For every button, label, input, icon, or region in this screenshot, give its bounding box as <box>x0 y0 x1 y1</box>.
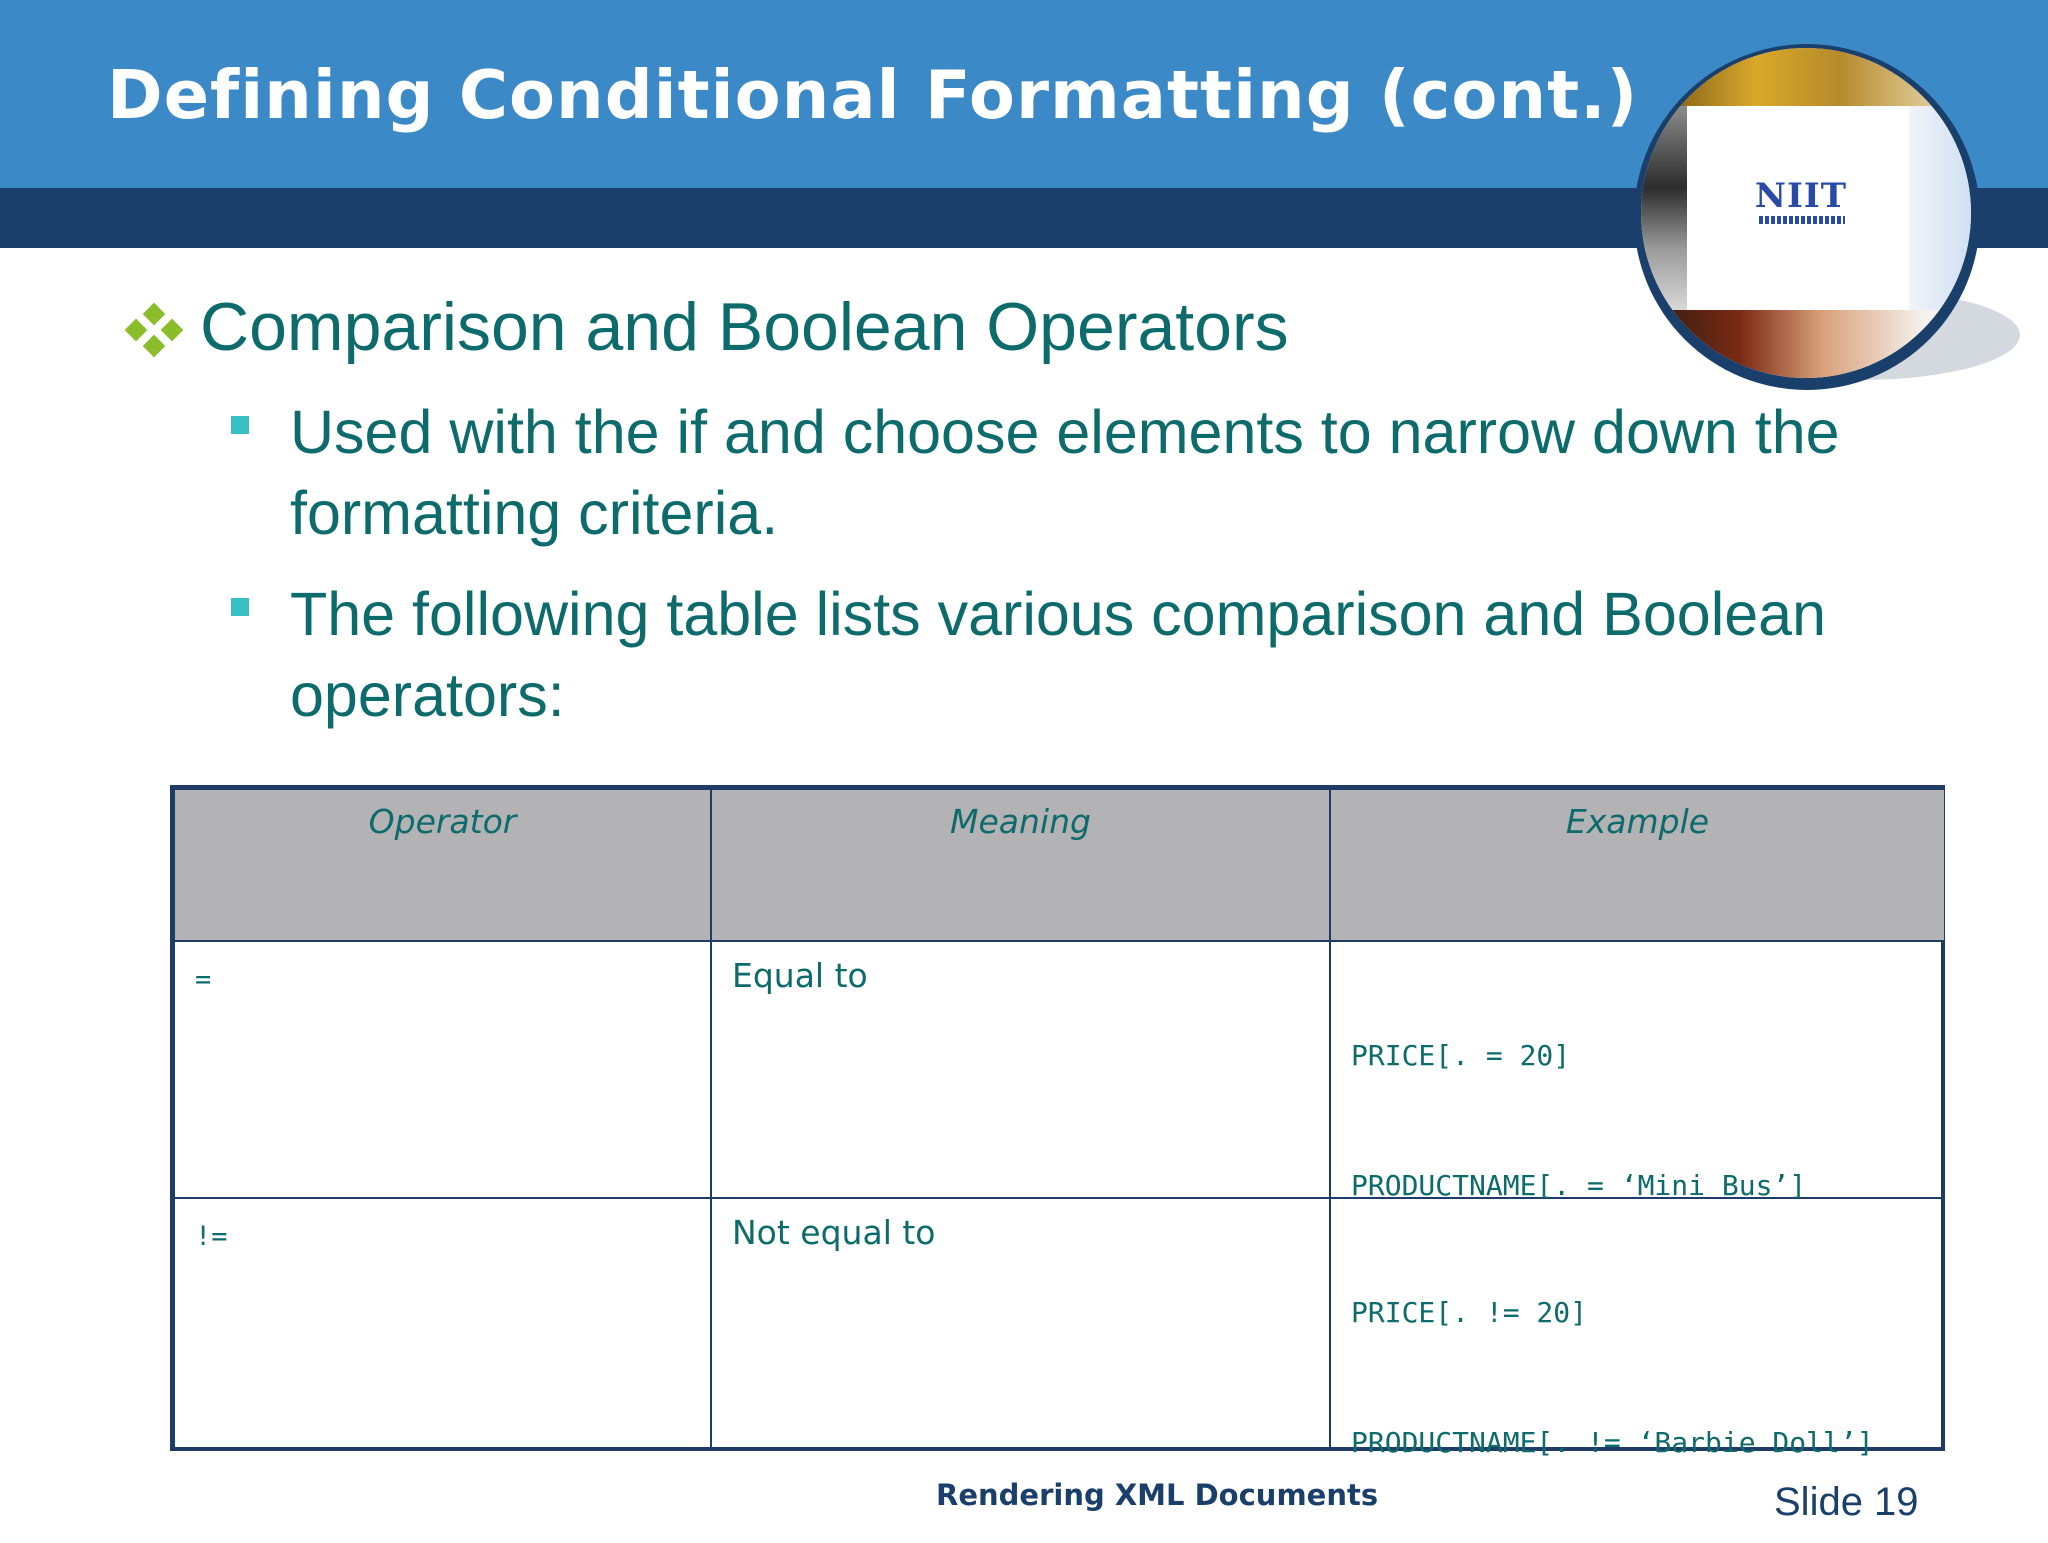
logo-photo-bottom <box>1641 310 1971 378</box>
table-cell <box>711 1198 1330 1451</box>
table-header-cell <box>174 789 711 941</box>
operator-cell: != <box>195 1221 228 1252</box>
table-cell <box>1330 941 1945 1202</box>
example-line: PRODUCTNAME[. = ‘Mini Bus’] <box>1351 1169 1807 1202</box>
table-cell <box>1330 1198 1945 1459</box>
header-meaning: Meaning <box>950 802 1091 841</box>
example-line: PRODUCTNAME[. != ‘Barbie Doll’] <box>1351 1426 1874 1459</box>
slide-number: Slide 19 <box>1774 1480 1919 1524</box>
meaning-cell: Not equal to <box>732 1213 936 1252</box>
sub-bullet-2: The following table lists various comparison and Boolean operators: <box>290 580 1827 729</box>
sub-bullet-1: Used with the if and choose elements to narrow down the formatting criteria. <box>290 398 1840 547</box>
meaning-cell: Equal to <box>732 956 868 995</box>
footer-title: Rendering XML Documents <box>936 1478 1379 1512</box>
four-diamond-bullet-icon <box>128 306 180 358</box>
slide-title: Defining Conditional Formatting (cont.) <box>107 56 1639 134</box>
table-row <box>174 941 711 1198</box>
table-header-cell <box>1330 789 1945 941</box>
table-row <box>174 1198 711 1451</box>
square-bullet-icon <box>231 416 249 434</box>
header-operator: Operator <box>368 802 517 841</box>
header-example: Example <box>1565 802 1710 841</box>
logo-photo-left <box>1641 106 1687 310</box>
niit-logo-icon <box>1641 48 1971 378</box>
operators-table <box>170 785 1945 1459</box>
table-header-cell <box>711 789 1330 941</box>
example-line: PRICE[. != 20] <box>1351 1296 1588 1329</box>
logo-photo-right <box>1909 106 1971 310</box>
operator-cell: = <box>195 964 212 995</box>
example-line: PRICE[. = 20] <box>1351 1039 1571 1072</box>
bullet-main: Comparison and Boolean Operators <box>200 289 1289 365</box>
logo-text: NIIT <box>1754 176 1848 216</box>
logo-photo-top <box>1641 48 1971 106</box>
table-cell <box>711 941 1330 1198</box>
logo-subtext-graphic <box>1759 216 1845 224</box>
square-bullet-icon <box>231 598 249 616</box>
